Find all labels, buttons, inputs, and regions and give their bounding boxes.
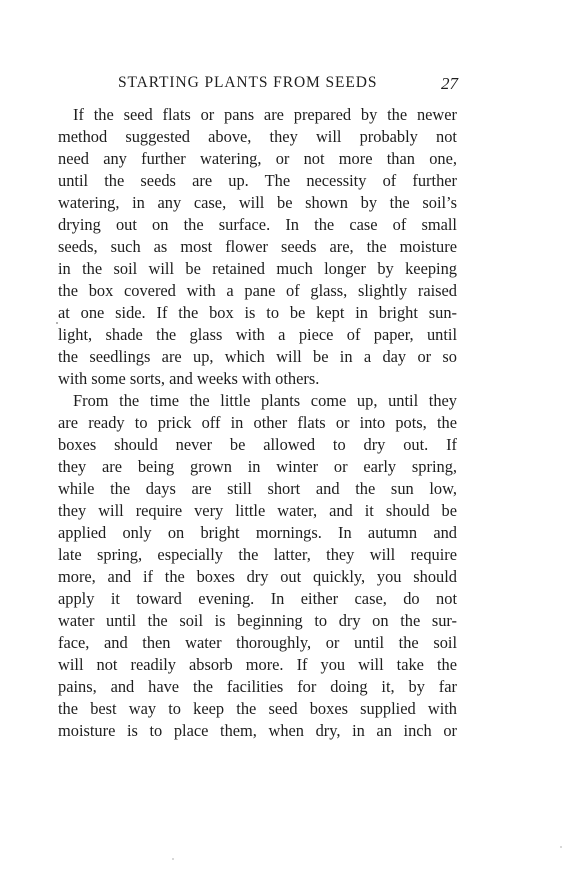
text-line: moisture is to place them, when dry, in an inch or xyxy=(58,721,457,740)
text-line: method suggested above, they will probably not xyxy=(58,127,457,146)
text-line: the seedlings are up, which will be in a day or so xyxy=(58,347,457,366)
text-line: face, and then water thoroughly, or until the soil xyxy=(58,633,457,652)
text-line: apply it toward evening. In either case, do not xyxy=(58,589,457,608)
text-line: watering, in any case, will be shown by the soil’s xyxy=(58,193,457,212)
text-line: late spring, especially the latter, they will require xyxy=(58,545,457,564)
text-line: in the soil will be retained much longer by keeping xyxy=(58,259,457,278)
text-line: need any further watering, or not more than one, xyxy=(58,149,457,168)
ink-speck xyxy=(56,322,58,324)
text-line: while the days are still short and the sun low, xyxy=(58,479,457,498)
running-head xyxy=(58,74,458,98)
text-line: with some sorts, and weeks with others. xyxy=(58,369,320,388)
text-line: drying out on the surface. In the case of small xyxy=(58,215,457,234)
text-line: pains, and have the facilities for doing it, by far xyxy=(58,677,457,696)
text-line: light, shade the glass with a piece of paper, until xyxy=(58,325,457,344)
text-line: seeds, such as most flower seeds are, the moisture xyxy=(58,237,457,256)
text-line: more, and if the boxes dry out quickly, you should xyxy=(58,567,457,586)
text-line: they will require very little water, and it should be xyxy=(58,501,457,520)
text-line: If the seed flats or pans are prepared by the newer xyxy=(73,105,457,124)
text-line: From the time the little plants come up, until they xyxy=(73,391,457,410)
text-line: until the seeds are up. The necessity of further xyxy=(58,171,457,190)
chapter-title: STARTING PLANTS FROM SEEDS xyxy=(118,74,378,91)
text-line: the box covered with a pane of glass, slightly raised xyxy=(58,281,457,300)
text-line: boxes should never be allowed to dry out. If xyxy=(58,435,457,454)
text-line: at one side. If the box is to be kept in bright sun- xyxy=(58,303,457,322)
page-number: 27 xyxy=(441,74,458,93)
ink-speck xyxy=(560,846,562,848)
text-line: the best way to keep the seed boxes supplied with xyxy=(58,699,457,718)
text-line: water until the soil is beginning to dry on the sur- xyxy=(58,611,457,630)
text-line: will not readily absorb more. If you will take the xyxy=(58,655,457,674)
text-line: they are being grown in winter or early spring, xyxy=(58,457,457,476)
text-line: applied only on bright mornings. In autumn and xyxy=(58,523,457,542)
text-line: are ready to prick off in other flats or into pots, the xyxy=(58,413,457,432)
ink-speck xyxy=(172,858,174,860)
